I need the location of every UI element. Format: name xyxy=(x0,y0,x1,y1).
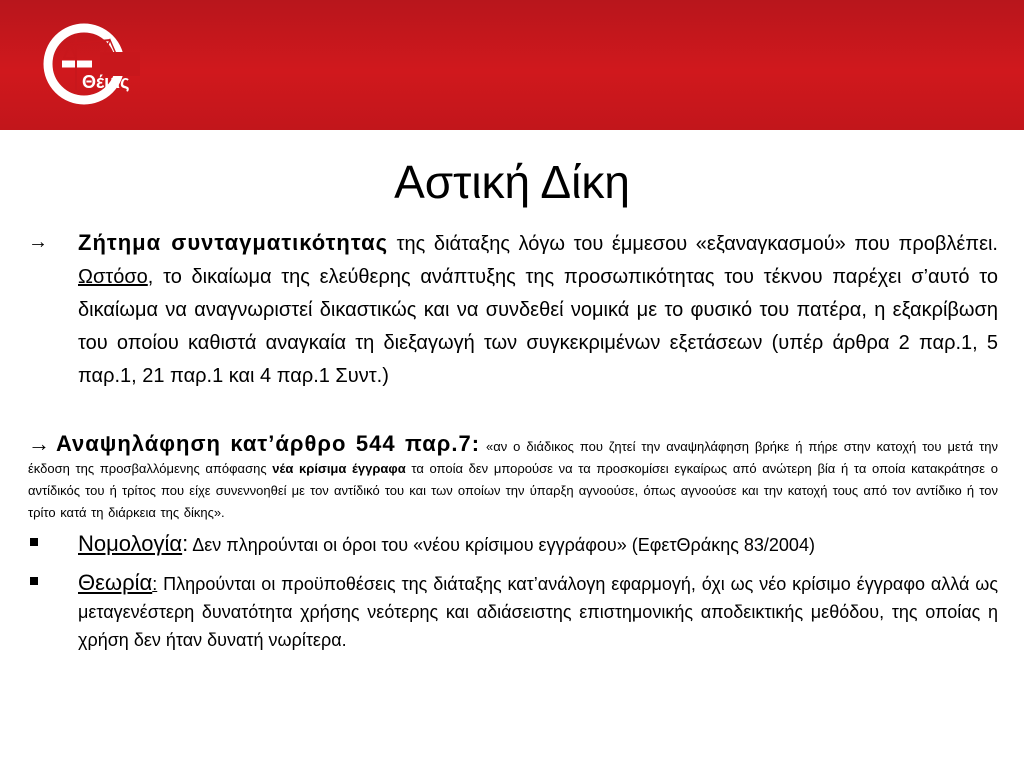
arrow-icon: → xyxy=(28,231,48,253)
paragraph-text: της διάταξης λόγω του έμμεσου «εξαναγκασμού» που προβλέπει. xyxy=(388,233,998,255)
lead-heading: Αναψηλάφηση κατ’άρθρο 544 παρ.7: xyxy=(55,431,481,456)
term-theory: Θεωρία xyxy=(78,570,153,595)
page-title: Αστική Δίκη xyxy=(394,156,630,208)
paragraph-revision xyxy=(28,433,998,524)
square-bullet-icon xyxy=(30,577,38,585)
bullet-text: Πληρούνται οι προϋποθέσεις της διάταξης κατ’ανάλογη εφαρμογή, όχι ως νέο κρίσιμο έγγραφο αλλά ως μεταγενέστερη δυνατότητα χρήσης νεότερης και αδιάσειστης επιστημονικής αποδεικτικής μεθόδου, της οποίας η χρήση δεν ήταν δυνατή νωρίτερα. xyxy=(78,574,998,650)
lead-heading: Ζήτημα συνταγματικότητας xyxy=(78,230,389,255)
logo-text: Θέμις xyxy=(82,72,130,92)
term-colon: : xyxy=(152,574,158,594)
underlined-word: Ωστόσο xyxy=(78,266,148,288)
bullet-case-law xyxy=(28,530,998,559)
quote-text: τα οποία δεν μπορούσε να τα προσκομίσει εγκαίρως από ανώτερη βία ή τα οποία κατακράτησε ο αντίδικός του ή τρίτος που είχε συνεννοηθεί με τον αντίδικό του και των οποίων την ύπαρξη αγνοούσε, όπως αγνοούσε και την κατοχή τους από τον αντίδικο ή τον τρίτο κατά τη διάρκεια της δίκης». xyxy=(28,461,998,520)
themis-logo-icon xyxy=(40,18,170,122)
arrow-icon: → xyxy=(28,431,50,456)
bullet-text: Δεν πληρούνται οι όροι του «νέου κρίσιμου εγγράφου» (ΕφετΘράκης 83/2004) xyxy=(188,535,815,555)
bold-phrase: νέα κρίσιμα έγγραφα xyxy=(272,461,406,476)
slide-content xyxy=(28,226,998,654)
header-banner xyxy=(0,0,1024,130)
square-bullet-icon xyxy=(30,538,38,546)
quote-text: «αν ο διάδικος που ζητεί την αναψηλάφηση βρήκε ή πήρε στην κατοχή του μετά την έκδοση της προσβαλλόμενης απόφασης xyxy=(28,439,998,476)
term-colon: : xyxy=(182,531,189,556)
paragraph-constitutionality xyxy=(28,226,998,393)
term-case-law: Νομολογία xyxy=(78,531,183,556)
bullet-theory xyxy=(28,569,998,654)
paragraph-text: , το δικαίωμα της ελεύθερης ανάπτυξης της προσωπικότητας του τέκνου παρέχει σ’αυτό το δικαίωμα να αναγνωριστεί δικαστικώς και να συνδεθεί νομικά με το φυσικό του πατέρα, η εξακρίβωση του οποίου καθιστά αναγκαία τη διεξαγωγή των συγκεκριμένων εξετάσεων (υπέρ άρθρα 2 παρ.1, 5 παρ.1, 21 παρ.1 και 4 παρ.1 Συντ.) xyxy=(78,266,998,387)
